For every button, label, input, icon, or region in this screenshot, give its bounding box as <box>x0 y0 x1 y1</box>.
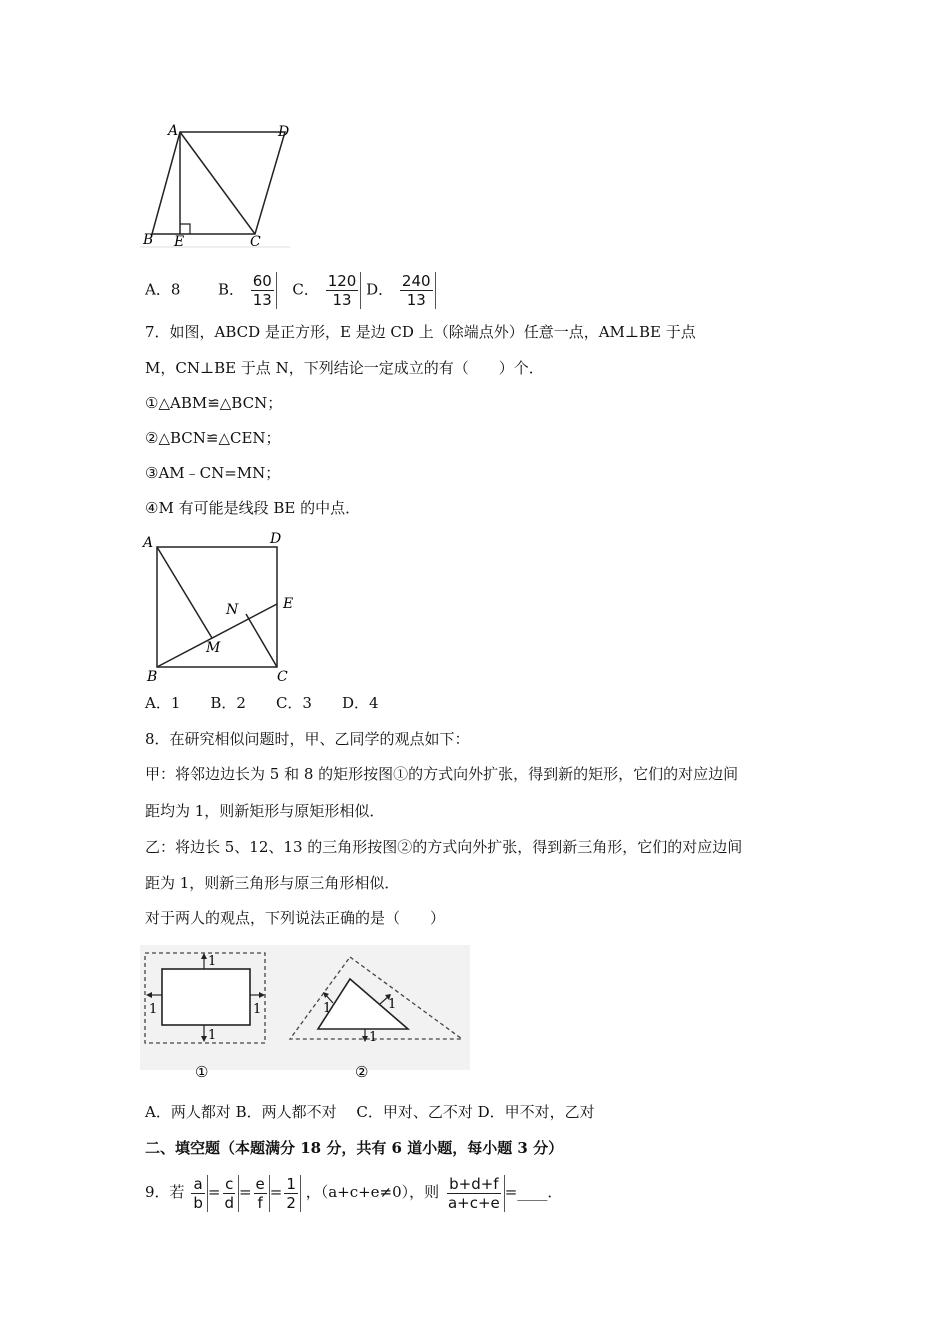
label-b: B <box>147 669 158 685</box>
fraction-numerator: a <box>193 1174 203 1193</box>
q7-statement-4: ④M 有可能是线段 BE 的中点． <box>145 499 361 517</box>
label-e: E <box>174 234 185 250</box>
fraction-numerator: b+d+f <box>449 1174 499 1193</box>
fraction-numerator: 240 <box>401 272 431 290</box>
parallelogram-abcd <box>152 132 285 234</box>
right-angle-mark <box>180 224 190 234</box>
q9-condition: ，（a+c+e≠0），则 <box>305 1183 440 1201</box>
label-a: A <box>143 535 154 551</box>
q6-option-c-fraction <box>324 272 362 309</box>
q8-yi-line1: 乙：将边长 5、12、13 的三角形按图②的方式向外扩张，得到新三角形，它们的对应边间 <box>145 838 743 856</box>
figure-caption-2: ② <box>355 1063 369 1081</box>
label-c: C <box>277 669 288 685</box>
fraction-denominator: b <box>193 1193 203 1212</box>
q7-options: A．1 B．2 C．3 D．4 <box>145 694 379 712</box>
q8-question: 对于两人的观点，下列说法正确的是（ ） <box>145 909 446 927</box>
fraction-denominator: 13 <box>252 291 272 309</box>
label-e: E <box>283 596 294 612</box>
equals-sign: = <box>238 1183 252 1201</box>
q8-stem: 8．在研究相似问题时，甲、乙同学的观点如下： <box>145 730 470 748</box>
label-c: C <box>250 234 261 250</box>
fraction-numerator: 60 <box>252 272 272 290</box>
q7-statement-3: ③AM﹣CN=MN； <box>145 464 281 482</box>
q9-fraction-1-2 <box>282 1175 301 1212</box>
fraction-denominator: 2 <box>286 1193 296 1212</box>
q9-fraction-a-b <box>189 1175 208 1212</box>
equals-sign: = <box>269 1183 283 1201</box>
q9-answer-blank: =____． <box>504 1183 563 1201</box>
q6-option-b-prefix: B． <box>217 280 244 299</box>
diagonal-ac <box>180 132 255 234</box>
distance-label-right: 1 <box>253 1002 262 1017</box>
fraction-denominator: a+c+e <box>447 1193 500 1212</box>
label-n: N <box>226 602 239 618</box>
q6-option-d-prefix: D． <box>366 280 394 299</box>
section-2-heading: 二、填空题（本题满分 18 分，共有 6 道小题，每小题 3 分） <box>145 1139 564 1157</box>
q6-options <box>145 272 436 309</box>
equals-sign: = <box>207 1183 221 1201</box>
fraction-denominator: 13 <box>406 291 426 309</box>
q7-statement-1: ①△ABM≌△BCN； <box>145 394 283 412</box>
q9-line <box>145 1172 562 1212</box>
q6-parallelogram-figure <box>140 120 300 252</box>
q7-stem-line1: 7．如图，ABCD 是正方形，E 是边 CD 上（除端点外）任意一点，AM⊥BE 于点 <box>145 323 696 341</box>
label-b: B <box>143 232 154 248</box>
q9-fraction-target <box>444 1175 505 1212</box>
label-m: M <box>206 640 221 656</box>
q7-statement-2: ②△BCN≌△CEN； <box>145 429 281 447</box>
label-a: A <box>168 123 179 139</box>
distance-label-bottom: 1 <box>208 1028 217 1043</box>
q6-option-c-prefix: C． <box>292 280 319 299</box>
q6-option-a: A．8 <box>145 280 181 299</box>
fraction-numerator: e <box>255 1174 265 1193</box>
distance-label-left: 1 <box>149 1002 158 1017</box>
q6-option-d-fraction <box>398 272 436 309</box>
label-d: D <box>278 124 290 140</box>
fraction-denominator: d <box>224 1193 234 1212</box>
q6-option-b-fraction <box>249 272 277 309</box>
q7-stem-line2: M，CN⊥BE 于点 N，下列结论一定成立的有（ ）个． <box>145 359 544 377</box>
q7-square-figure <box>140 528 305 686</box>
fraction-denominator: f <box>257 1193 263 1212</box>
q9-fraction-e-f <box>252 1175 270 1212</box>
q8-yi-line2: 距为 1，则新三角形与原三角形相似． <box>145 874 400 892</box>
distance-label-left-side: 1 <box>323 1001 332 1016</box>
q9-prefix: 9．若 <box>145 1183 185 1201</box>
distance-label-top: 1 <box>208 954 217 969</box>
q8-jia-line2: 距均为 1，则新矩形与原矩形相似． <box>145 802 385 820</box>
segment-am <box>157 547 212 638</box>
original-rectangle <box>162 969 250 1025</box>
fraction-numerator: 1 <box>286 1174 296 1193</box>
fraction-numerator: c <box>225 1174 234 1193</box>
distance-label-right-side: 1 <box>388 997 397 1012</box>
segment-cn <box>246 614 277 667</box>
distance-label-bottom-side: 1 <box>369 1030 378 1045</box>
q8-options: A．两人都对 B．两人都不对 C．甲对、乙不对 D．甲不对，乙对 <box>145 1103 595 1121</box>
label-d: D <box>270 531 282 547</box>
q9-fraction-c-d <box>220 1175 239 1212</box>
fraction-numerator: 120 <box>327 272 357 290</box>
figure-caption-1: ① <box>195 1063 209 1081</box>
q8-jia-line1: 甲：将邻边边长为 5 和 8 的矩形按图①的方式向外扩张，得到新的矩形，它们的对应边间 <box>145 765 739 783</box>
fraction-denominator: 13 <box>332 291 352 309</box>
q8-figures <box>140 945 470 1085</box>
